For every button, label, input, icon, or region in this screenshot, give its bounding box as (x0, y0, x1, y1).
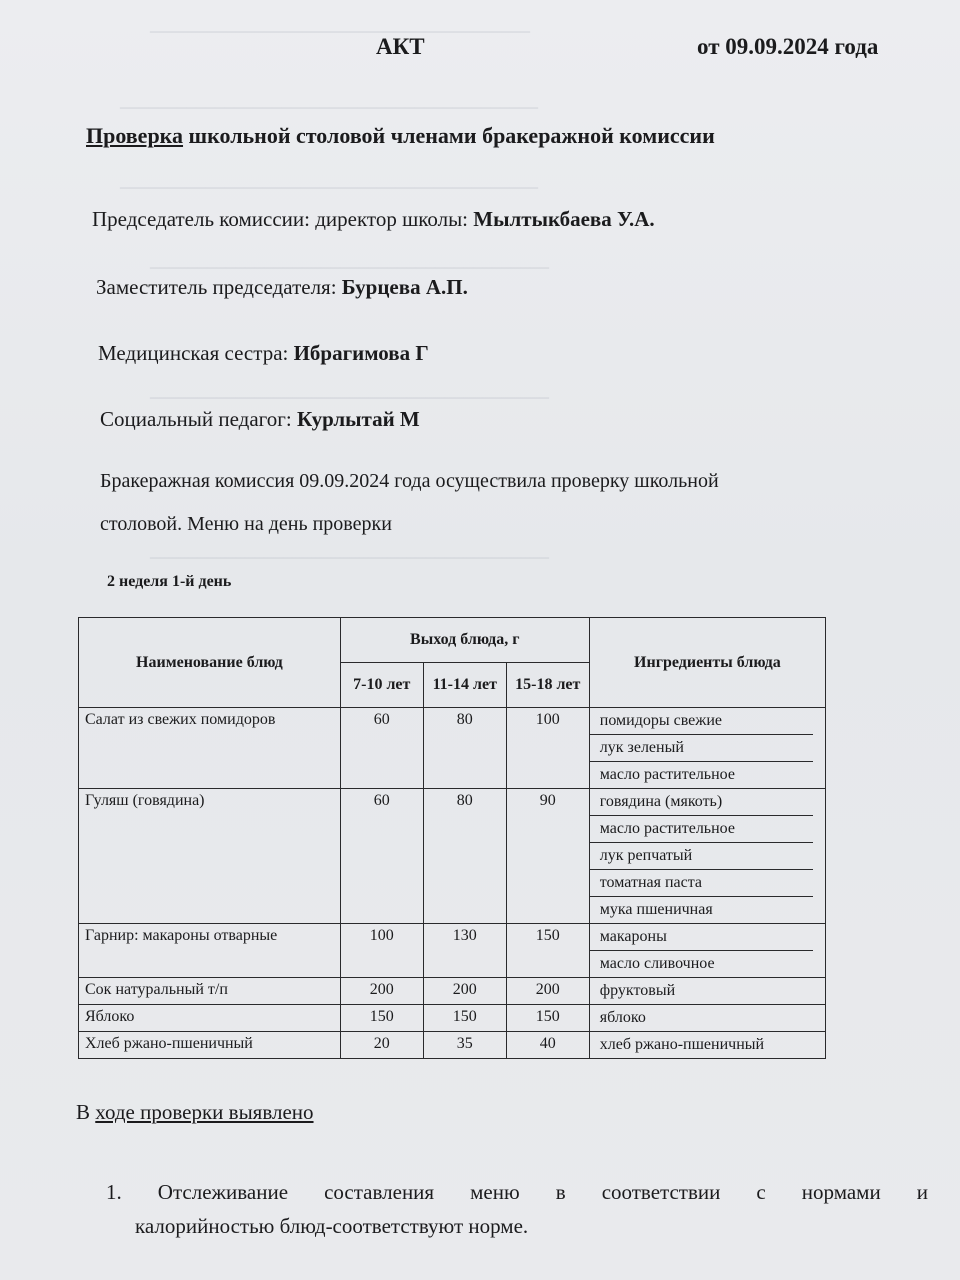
portion-value-cell: 60 (340, 789, 423, 924)
dish-name-cell: Сок натуральный т/п (79, 978, 341, 1005)
ingredient-item: говядина (мякоть) (590, 789, 813, 816)
col-header-age-11-14: 11-14 лет (423, 663, 506, 708)
col-header-age-7-10: 7-10 лет (340, 663, 423, 708)
portion-value-cell: 60 (340, 708, 423, 789)
findings-heading: В ходе проверки выявлено (76, 1100, 314, 1124)
heading-underlined-word: Проверка (86, 123, 184, 148)
portion-value-cell: 200 (423, 978, 506, 1005)
portion-value-cell: 35 (423, 1032, 506, 1059)
ingredient-list (590, 924, 825, 977)
ingredient-list (590, 708, 825, 788)
col-header-dish: Наименование блюд (79, 618, 341, 708)
col-header-output: Выход блюда, г (340, 618, 589, 663)
ingredient-item: масло сливочное (599, 955, 715, 972)
bleed-through-line: ________________________________________ (150, 14, 530, 35)
ingredients-cell (589, 1032, 825, 1059)
finding-item-1: 1. Отслеживание составления меню в соответствии с нормами и (106, 1180, 928, 1204)
intro-text-line-2: столовой. Меню на день проверки (100, 513, 392, 535)
ingredient-item: мука пшеничная (599, 901, 713, 918)
bleed-through-line: __________________________________________ (150, 380, 549, 401)
document-heading (86, 123, 715, 149)
dish-name-cell: Гуляш (говядина) (79, 789, 341, 924)
table-row (79, 924, 826, 978)
portion-value-cell: 150 (506, 1005, 589, 1032)
table-row (79, 708, 826, 789)
menu-table-body (79, 708, 826, 1059)
portion-value-cell: 150 (423, 1005, 506, 1032)
portion-value-cell: 130 (423, 924, 506, 978)
ingredient-item: масло растительное (599, 766, 735, 783)
table-row (79, 978, 826, 1005)
dish-name-cell: Яблоко (79, 1005, 341, 1032)
act-date: от 09.09.2024 года (697, 34, 879, 59)
deputy-chair: Заместитель председателя: Бурцева А.П. (96, 275, 468, 299)
ingredient-list (590, 1032, 825, 1058)
portion-value-cell: 150 (506, 924, 589, 978)
dish-name-cell: Салат из свежих помидоров (79, 708, 341, 789)
portion-value-cell: 200 (340, 978, 423, 1005)
dish-name-cell: Хлеб ржано-пшеничный (79, 1032, 341, 1059)
portion-value-cell: 100 (340, 924, 423, 978)
dish-name-cell: Гарнир: макароны отварные (79, 924, 341, 978)
portion-value-cell: 40 (506, 1032, 589, 1059)
ingredient-item: лук зеленый (590, 735, 813, 762)
table-header-row (79, 618, 826, 663)
portion-value-cell: 20 (340, 1032, 423, 1059)
ingredients-cell (589, 789, 825, 924)
ingredient-list (590, 789, 825, 923)
ingredients-cell (589, 1005, 825, 1032)
bleed-through-line: __________________________________________ (150, 250, 549, 271)
intro-text-line-1: Бракеражная комиссия 09.09.2024 года осуществила проверку школьной (100, 470, 719, 492)
ingredient-item: фруктовый (599, 982, 676, 999)
ingredient-item: лук репчатый (590, 843, 813, 870)
portion-value-cell: 90 (506, 789, 589, 924)
col-header-ingredients: Ингредиенты блюда (589, 618, 825, 708)
ingredient-item: яблоко (599, 1009, 646, 1026)
col-header-age-15-18: 15-18 лет (506, 663, 589, 708)
bleed-through-line: __________________________________________ (150, 540, 549, 561)
finding-item-1-continued: калорийностью блюд-соответствуют норме. (135, 1214, 529, 1238)
portion-value-cell: 150 (340, 1005, 423, 1032)
portion-value-cell: 200 (506, 978, 589, 1005)
table-row (79, 1005, 826, 1032)
ingredient-list (590, 978, 825, 1004)
ingredient-item: помидоры свежие (590, 708, 813, 735)
portion-value-cell: 80 (423, 789, 506, 924)
ingredients-cell (589, 924, 825, 978)
ingredients-cell (589, 708, 825, 789)
heading-rest: школьной столовой членами бракеражной комиссии (183, 123, 715, 148)
portion-value-cell: 80 (423, 708, 506, 789)
ingredient-item: томатная паста (590, 870, 813, 897)
menu-table (78, 617, 826, 1059)
ingredient-item: хлеб ржано-пшеничный (599, 1036, 765, 1053)
ingredients-cell (589, 978, 825, 1005)
act-title: АКТ (376, 34, 425, 59)
ingredient-item: масло растительное (590, 816, 813, 843)
social-pedagogue: Социальный педагог: Курлытай М (100, 407, 420, 431)
bleed-through-line: ____________________________________________ (120, 170, 538, 191)
commission-chair: Председатель комиссии: директор школы: Мылтыкбаева У.А. (92, 207, 655, 231)
table-row (79, 1032, 826, 1059)
bleed-through-line: ____________________________________________ (120, 90, 538, 111)
menu-week-day: 2 неделя 1-й день (107, 573, 232, 590)
portion-value-cell: 100 (506, 708, 589, 789)
ingredient-list (590, 1005, 825, 1031)
table-row (79, 789, 826, 924)
ingredient-item: макароны (590, 924, 813, 951)
nurse: Медицинская сестра: Ибрагимова Г (98, 341, 429, 365)
